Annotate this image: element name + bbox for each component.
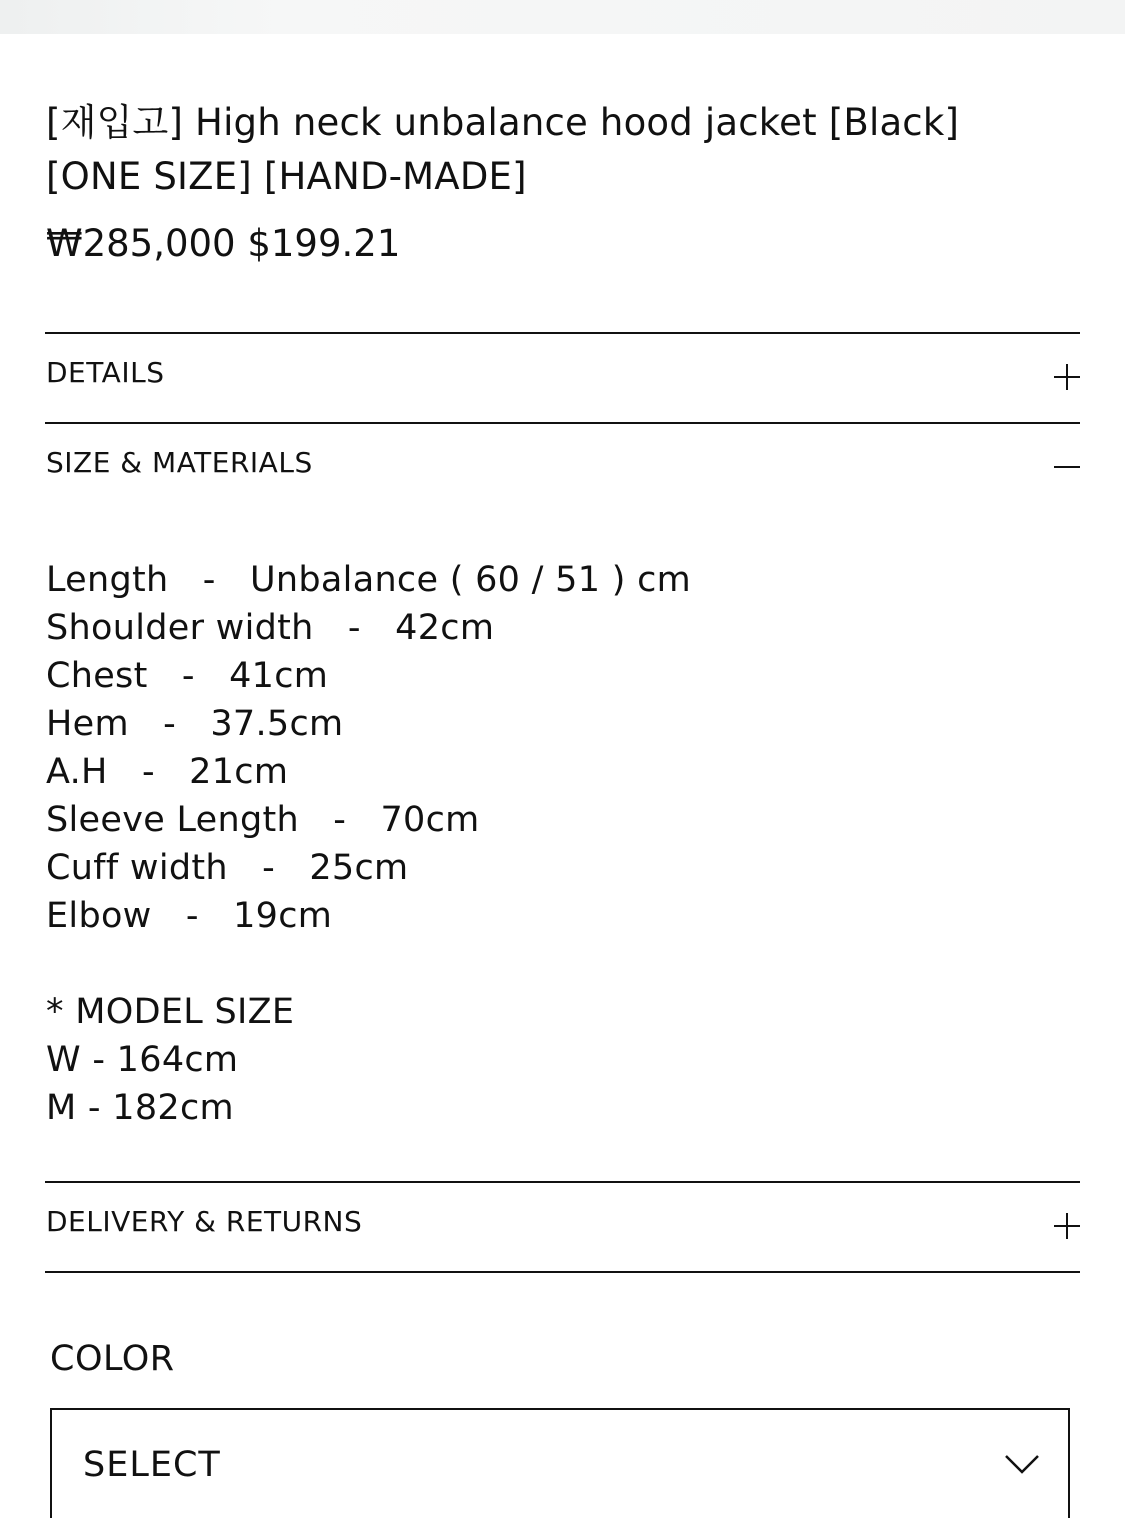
model-size-info	[46, 988, 294, 1132]
browser-top-bar	[0, 0, 1125, 34]
divider	[45, 1271, 1080, 1273]
model-size-men: M - 182cm	[46, 1088, 234, 1128]
spec-row-chest: Chest - 41cm	[46, 656, 329, 696]
product-price: ₩285,000 $199.21	[46, 222, 401, 265]
accordion-size-materials[interactable]	[46, 443, 1080, 503]
divider	[45, 1181, 1080, 1183]
spec-row-elbow: Elbow - 19cm	[46, 896, 333, 936]
product-title-line-1: [재입고] High neck unbalance hood jacket [Black]	[46, 101, 960, 144]
color-option-label: COLOR	[50, 1339, 175, 1379]
accordion-size-materials-label: SIZE & MATERIALS	[46, 446, 313, 479]
spec-row-cuff-width: Cuff width - 25cm	[46, 848, 409, 888]
divider	[45, 422, 1080, 424]
spec-row-shoulder-width: Shoulder width - 42cm	[46, 608, 495, 648]
plus-icon[interactable]	[1052, 355, 1080, 395]
spec-row-armhole: A.H - 21cm	[46, 752, 289, 792]
spec-row-length: Length - Unbalance ( 60 / 51 ) cm	[46, 560, 692, 600]
spec-row-hem: Hem - 37.5cm	[46, 704, 344, 744]
chevron-down-icon	[1002, 1448, 1042, 1478]
size-spec-list	[46, 556, 1046, 940]
color-select[interactable]	[50, 1408, 1070, 1518]
accordion-delivery-returns[interactable]	[46, 1202, 1080, 1262]
accordion-delivery-returns-label: DELIVERY & RETURNS	[46, 1205, 363, 1238]
accordion-details-label: DETAILS	[46, 356, 165, 389]
minus-icon[interactable]	[1052, 445, 1080, 485]
spec-row-sleeve-length: Sleeve Length - 70cm	[46, 800, 480, 840]
divider	[45, 332, 1080, 334]
color-select-value: SELECT	[83, 1445, 221, 1485]
model-size-women: W - 164cm	[46, 1040, 239, 1080]
product-title-line-2: [ONE SIZE] [HAND-MADE]	[46, 155, 527, 198]
product-title	[46, 96, 1086, 204]
plus-icon[interactable]	[1052, 1204, 1080, 1244]
accordion-details[interactable]	[46, 353, 1080, 413]
model-size-heading: * MODEL SIZE	[46, 992, 295, 1032]
